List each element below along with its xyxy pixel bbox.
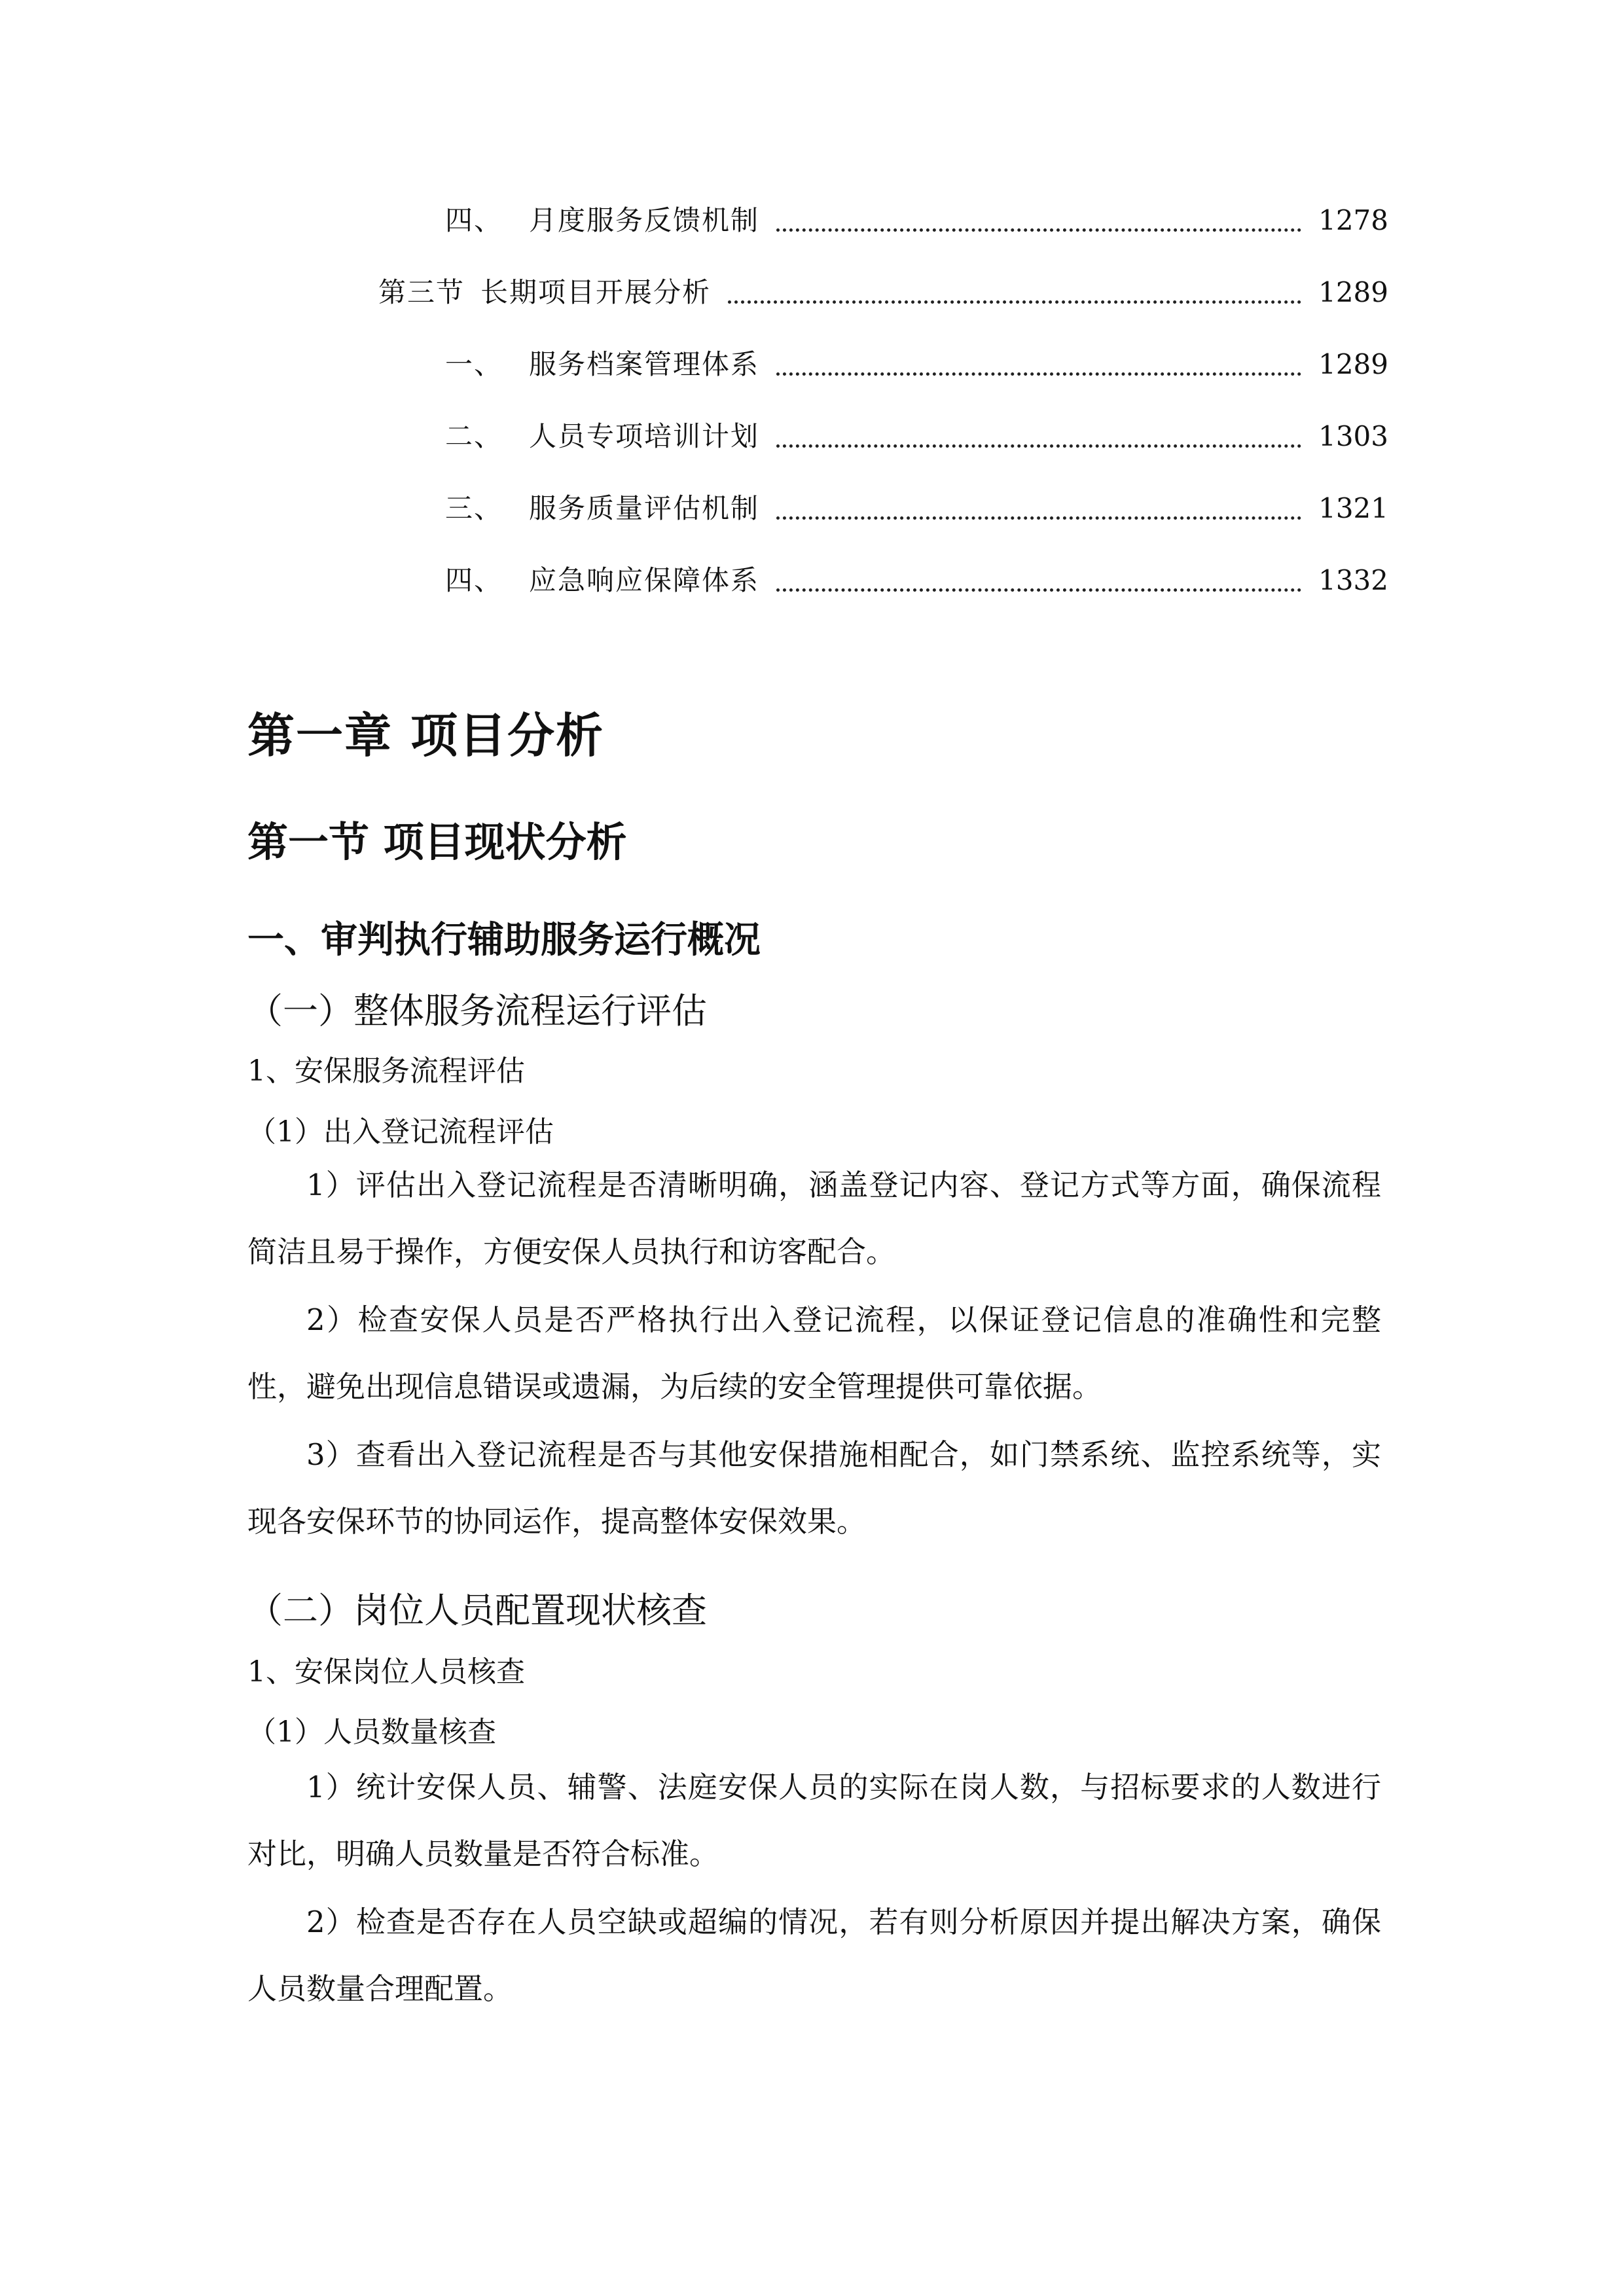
toc-entry[interactable] — [445, 414, 1388, 459]
toc-entry-number: 四、 — [445, 204, 503, 236]
toc-entry-page: 1289 — [1318, 276, 1388, 308]
toc-entry-number: 二、 — [445, 420, 503, 452]
toc-leader-dots — [776, 372, 1301, 376]
chapter-title: 第一章 项目分析 — [247, 708, 605, 763]
toc-entry-page: 1303 — [1318, 420, 1388, 452]
sub-item-heading: （1）人员数量核查 — [247, 1715, 496, 1749]
sub-item-heading: （1）出入登记流程评估 — [247, 1115, 554, 1149]
body-paragraph: 1）评估出入登记流程是否清晰明确，涵盖登记内容、登记方式等方面，确保流程简洁且易于操作，方便安保人员执行和访客配合。 — [247, 1168, 1381, 1269]
body-paragraph: 2）检查安保人员是否严格执行出入登记流程，以保证登记信息的准确性和完整性，避免出现信息错误或遗漏，为后续的安全管理提供可靠依据。 — [247, 1302, 1381, 1404]
toc-entry-page: 1321 — [1318, 492, 1388, 524]
toc-entry-title: 人员专项培训计划 — [529, 420, 760, 452]
part-heading: （一）整体服务流程运行评估 — [247, 990, 707, 1031]
toc-entry[interactable] — [445, 486, 1388, 531]
item-heading: 1、安保服务流程评估 — [247, 1054, 525, 1088]
section-title: 第一节 项目现状分析 — [247, 818, 627, 866]
toc-entry-title: 服务档案管理体系 — [529, 348, 760, 380]
toc-entry-title: 月度服务反馈机制 — [529, 204, 760, 236]
toc-entry-title: 长期项目开展分析 — [480, 276, 712, 308]
toc-leader-dots — [776, 516, 1301, 520]
toc-entry-page: 1289 — [1318, 348, 1388, 380]
toc-entry-number: 四、 — [445, 564, 503, 596]
part-heading: （二）岗位人员配置现状核查 — [247, 1590, 707, 1631]
toc-entry-page: 1332 — [1318, 564, 1388, 596]
body-paragraph: 1）统计安保人员、辅警、法庭安保人员的实际在岗人数，与招标要求的人数进行对比，明确人员数量是否符合标准。 — [247, 1770, 1381, 1871]
subsection-title: 一、审判执行辅助服务运行概况 — [247, 919, 761, 961]
toc-entry-page: 1278 — [1318, 204, 1388, 236]
toc-entry[interactable] — [445, 558, 1388, 603]
toc-leader-dots — [776, 228, 1301, 232]
toc-leader-dots — [776, 444, 1301, 448]
toc-entry-title: 应急响应保障体系 — [529, 564, 760, 596]
toc-entry[interactable] — [445, 342, 1388, 387]
toc-leader-dots — [776, 588, 1301, 592]
item-heading: 1、安保岗位人员核查 — [247, 1655, 525, 1689]
toc-entry-number: 第三节 — [378, 276, 465, 308]
toc-entry-number: 一、 — [445, 348, 503, 380]
toc-leader-dots — [728, 300, 1301, 304]
toc-entry-title: 服务质量评估机制 — [529, 492, 760, 524]
toc-entry-number: 三、 — [445, 492, 503, 524]
body-paragraph: 2）检查是否存在人员空缺或超编的情况，若有则分析原因并提出解决方案，确保人员数量合理配置。 — [247, 1905, 1381, 2006]
toc-entry[interactable] — [445, 198, 1388, 243]
toc-entry[interactable] — [378, 270, 1388, 315]
body-paragraph: 3）查看出入登记流程是否与其他安保措施相配合，如门禁系统、监控系统等，实现各安保环节的协同运作，提高整体安保效果。 — [247, 1437, 1381, 1539]
